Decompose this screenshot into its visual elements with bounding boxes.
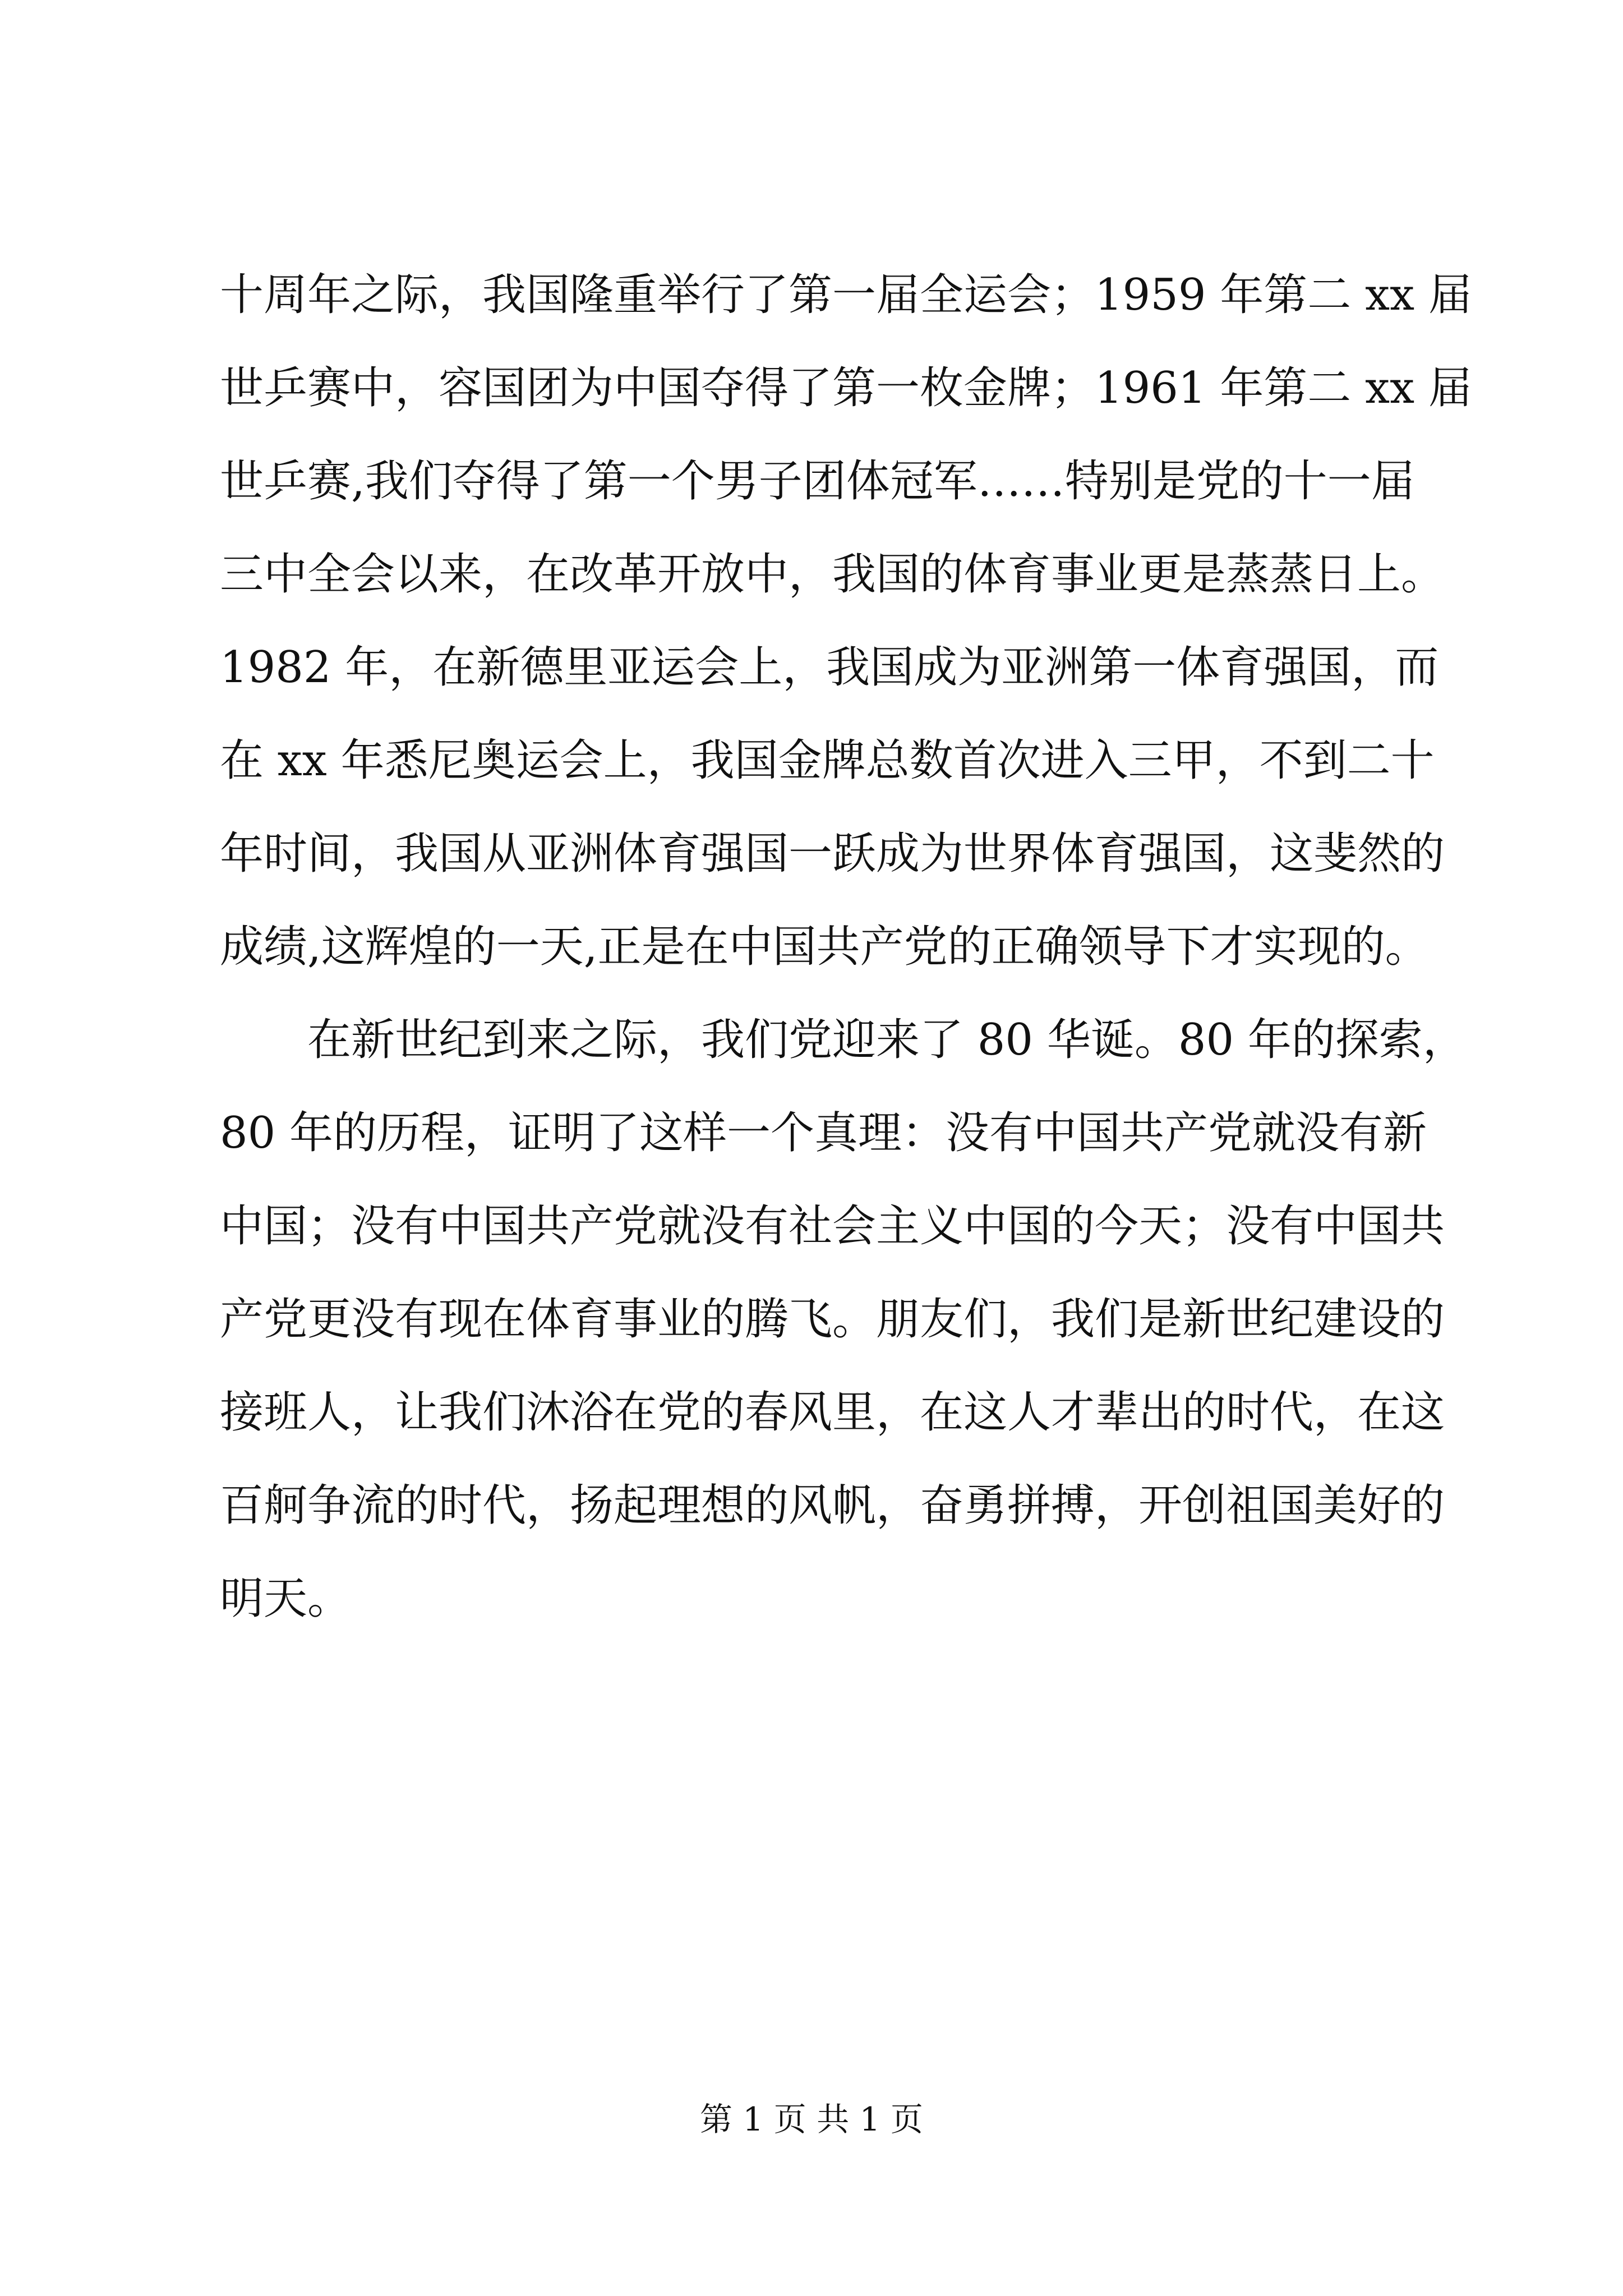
text-line: 接班人，让我们沐浴在党的春风里，在这人才辈出的时代，在这 <box>220 1387 1445 1438</box>
text-line: 成绩,这辉煌的一天,正是在中国共产党的正确领导下才实现的。 <box>220 922 1429 972</box>
text-line: 十周年之际，我国隆重举行了第一届全运会；1959 年第二 xx 届 <box>220 270 1472 320</box>
text-line: 产党更没有现在体育事业的腾飞。朋友们，我们是新世纪建设的 <box>220 1294 1445 1345</box>
text-line: 百舸争流的时代，扬起理想的风帆，奋勇拼搏，开创祖国美好的 <box>220 1480 1445 1531</box>
text-line-last: 明天。 <box>220 1573 352 1624</box>
text-line: 80 年的历程，证明了这样一个真理：没有中国共产党就没有新 <box>220 1108 1427 1158</box>
text-line: 中国；没有中国共产党就没有社会主义中国的今天；没有中国共 <box>220 1201 1445 1251</box>
paragraph-first-line: 在新世纪到来之际，我们党迎来了 80 华诞。80 年的探索， <box>307 1015 1467 1065</box>
text-line: 年时间，我国从亚洲体育强国一跃成为世界体育强国，这斐然的 <box>220 829 1445 879</box>
text-line: 世乒赛中，容国团为中国夺得了第一枚金牌；1961 年第二 xx 届 <box>220 363 1472 413</box>
text-line: 1982 年，在新德里亚运会上，我国成为亚洲第一体育强国，而 <box>220 642 1439 693</box>
text-line: 三中全会以来，在改革开放中，我国的体育事业更是蒸蒸日上。 <box>220 549 1445 600</box>
text-line: 世乒赛,我们夺得了第一个男子团体冠军……特别是党的十一届 <box>220 456 1415 507</box>
page-number-footer: 第 1 页 共 1 页 <box>700 2100 923 2138</box>
text-line: 在 xx 年悉尼奥运会上，我国金牌总数首次进入三甲，不到二十 <box>220 735 1435 786</box>
